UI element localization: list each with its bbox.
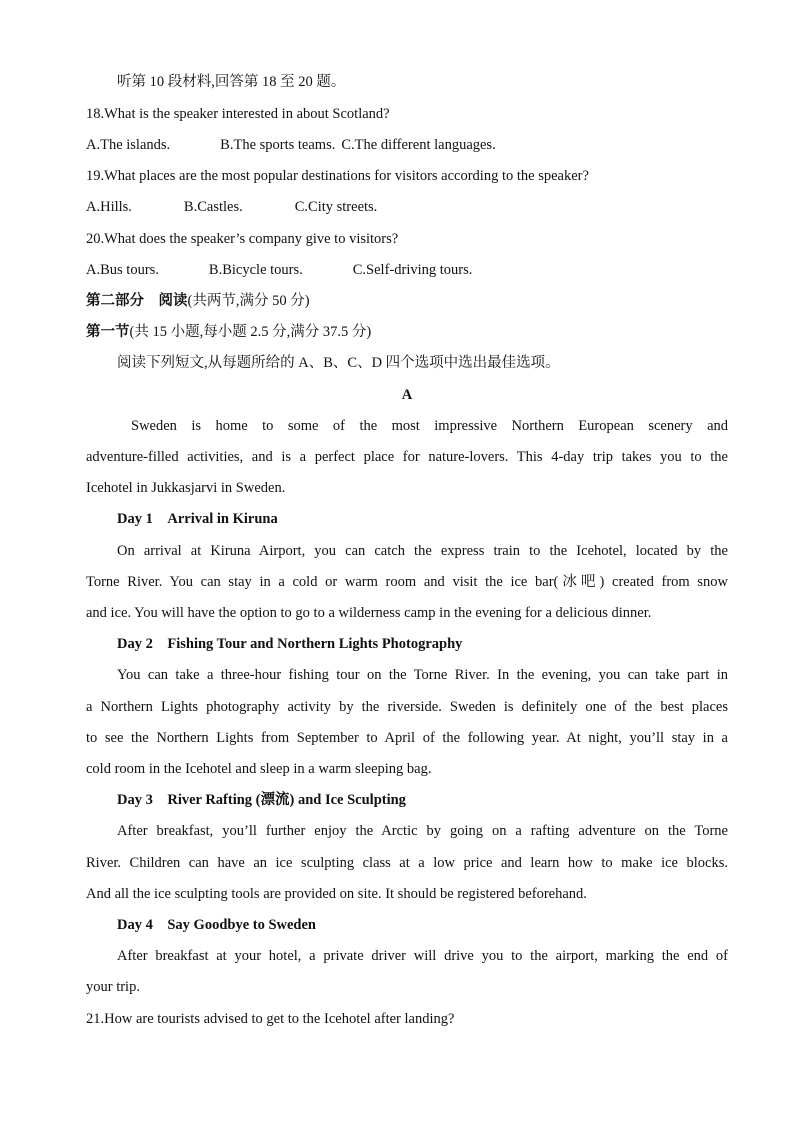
- question-18: 18.What is the speaker interested in about Scotland?: [86, 106, 390, 122]
- option-19a: A.Hills.: [86, 199, 132, 215]
- day2-heading: Day 2 Fishing Tour and Northern Lights Photography: [117, 636, 463, 652]
- question-20: 20.What does the speaker’s company give to visitors?: [86, 231, 399, 247]
- day3-line-2: River. Children can have an ice sculpting class at a low price and learn how to make ice blocks.: [86, 855, 728, 871]
- question-19-options: [86, 197, 728, 217]
- day2-line-2: a Northern Lights photography activity by the riverside. Sweden is definitely one of the best places: [86, 699, 728, 715]
- day3-heading: Day 3 River Rafting (漂流) and Ice Sculpting: [117, 792, 406, 808]
- intro-line-3: Icehotel in Jukkasjarvi in Sweden.: [86, 480, 286, 496]
- intro-line-2: adventure-filled activities, and is a perfect place for nature-lovers. This 4-day trip takes you to the: [86, 449, 728, 465]
- option-20c: C.Self-driving tours.: [352, 262, 473, 278]
- question-19: 19.What places are the most popular destinations for visitors according to the speaker?: [86, 168, 589, 184]
- day1-heading: Day 1 Arrival in Kiruna: [117, 511, 278, 527]
- intro-line-1: Sweden is home to some of the most impressive Northern European scenery and: [131, 418, 728, 434]
- day4-line-2: your trip.: [86, 979, 140, 995]
- option-19c: C.City streets.: [294, 199, 378, 215]
- option-19b: B.Castles.: [183, 199, 243, 215]
- day4-line-1: After breakfast at your hotel, a private driver will drive you to the airport, marking the end of: [117, 948, 728, 964]
- option-18c: C.The different languages.: [341, 137, 496, 153]
- day2-line-3: to see the Northern Lights from September to April of the following year. At night, you’ll stay in a: [86, 730, 728, 746]
- passage-label: A: [401, 387, 413, 403]
- listening-instruction: 听第 10 段材料,回答第 18 至 20 题。: [117, 74, 346, 90]
- option-20a: A.Bus tours.: [86, 262, 159, 278]
- option-20b: B.Bicycle tours.: [208, 262, 303, 278]
- reading-instruction: 阅读下列短文,从每题所给的 A、B、C、D 四个选项中选出最佳选项。: [117, 355, 560, 371]
- section-title-rest: (共 15 小题,每小题 2.5 分,满分 37.5 分): [129, 324, 372, 340]
- reading-section-title: [86, 322, 728, 342]
- question-18-options: [86, 135, 728, 155]
- option-18a: A.The islands.: [86, 137, 171, 153]
- day1-line-1: On arrival at Kiruna Airport, you can catch the express train to the Icehotel, located by the: [117, 543, 728, 559]
- day2-line-4: cold room in the Icehotel and sleep in a warm sleeping bag.: [86, 761, 432, 777]
- option-18b: B.The sports teams.: [220, 137, 336, 153]
- part-title-bold: 第二部分 阅读: [86, 293, 188, 309]
- day3-line-3: And all the ice sculpting tools are provided on site. It should be registered beforehand.: [86, 886, 587, 902]
- day1-line-2: Torne River. You can stay in a cold or warm room and visit the ice bar(冰吧) created from snow: [86, 574, 728, 590]
- question-20-options: [86, 260, 728, 280]
- part-title-rest: (共两节,满分 50 分): [187, 293, 310, 309]
- day1-line-3: and ice. You will have the option to go to a wilderness camp in the evening for a delicious dinner.: [86, 605, 652, 621]
- day3-line-1: After breakfast, you’ll further enjoy the Arctic by going on a rafting adventure on the Torne: [117, 823, 728, 839]
- question-21: 21.How are tourists advised to get to the Icehotel after landing?: [86, 1011, 455, 1027]
- day2-line-1: You can take a three-hour fishing tour on the Torne River. In the evening, you can take part in: [117, 667, 728, 683]
- reading-part-title: [86, 291, 728, 311]
- section-title-bold: 第一节: [86, 324, 130, 340]
- day4-heading: Day 4 Say Goodbye to Sweden: [117, 917, 316, 933]
